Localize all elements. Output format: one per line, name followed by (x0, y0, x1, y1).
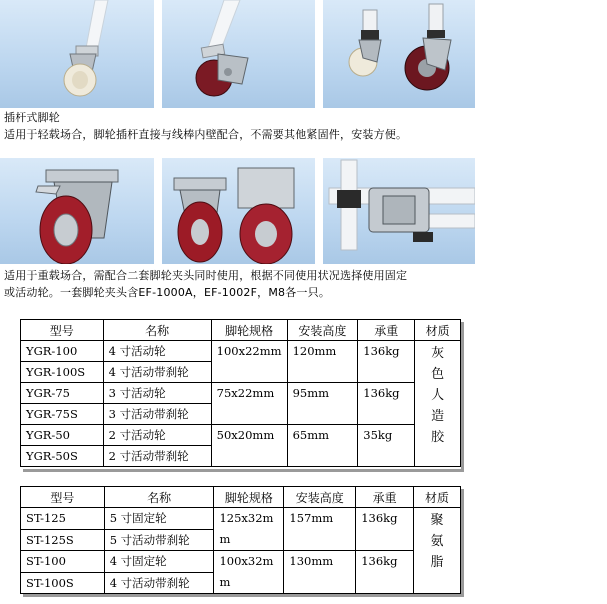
cell-material (414, 508, 461, 594)
header-load: 承重 (358, 320, 415, 341)
cell-spec: 75x22mm (211, 383, 287, 425)
cell-model: ST-125S (21, 529, 105, 551)
cell-spec (214, 508, 284, 551)
cell-model: YGR-75S (21, 404, 104, 425)
header-spec: 脚轮规格 (214, 487, 284, 508)
cell-model: ST-125 (21, 508, 105, 530)
material-char: 胶 (431, 430, 445, 445)
cell-name: 4 寸活动带刹轮 (103, 362, 211, 383)
cell-spec-line: m (219, 532, 231, 546)
red-fixed-caster-pair-icon (162, 158, 315, 264)
table-row (21, 425, 461, 446)
cell-load: 35kg (358, 425, 415, 467)
photo-stem-casters-pair (323, 0, 475, 108)
cell-spec: 50x20mm (211, 425, 287, 467)
cell-material (415, 341, 461, 467)
plate-caster-description-line-2: 或活动轮。一套脚轮夹头含EF-1000A，EF-1002F，M8各一只。 (4, 286, 331, 299)
cell-name: 5 寸固定轮 (104, 508, 214, 530)
table1-shadow-bottom (23, 469, 464, 472)
header-height: 安装高度 (284, 487, 356, 508)
cell-spec-line: 100x32m (219, 554, 274, 568)
cell-height: 157mm (284, 508, 356, 551)
cell-name: 3 寸活动轮 (103, 383, 211, 404)
cell-height: 95mm (287, 383, 358, 425)
header-name: 名称 (103, 320, 211, 341)
photo-swivel-brake-caster (0, 158, 154, 264)
cell-name: 4 寸活动轮 (103, 341, 211, 362)
stem-caster-pair-icon (323, 0, 475, 108)
material-char: 造 (431, 409, 445, 424)
red-swivel-brake-caster-icon (0, 158, 154, 264)
table-header-row (21, 320, 461, 341)
material-char: 脂 (430, 555, 444, 570)
material-char: 色 (431, 367, 445, 382)
cell-name: 3 寸活动带刹轮 (103, 404, 211, 425)
material-char: 氨 (430, 534, 444, 549)
cell-model: ST-100S (21, 572, 105, 594)
pipe-clamp-frame-icon (323, 158, 475, 264)
table2-shadow-bottom (23, 594, 464, 597)
header-height: 安装高度 (287, 320, 358, 341)
cell-load: 136kg (356, 508, 414, 551)
table-row (21, 508, 461, 530)
header-model: 型号 (21, 487, 105, 508)
header-material: 材质 (415, 320, 461, 341)
material-char: 灰 (431, 346, 445, 361)
table-row (21, 383, 461, 404)
material-char: 聚 (430, 513, 444, 528)
cell-spec: 100x22mm (211, 341, 287, 383)
cell-name: 2 寸活动带刹轮 (103, 446, 211, 467)
photo-fixed-casters (162, 158, 315, 264)
cell-load: 136kg (358, 383, 415, 425)
spec-table-rubber (20, 319, 461, 467)
stem-caster-title: 插杆式脚轮 (4, 111, 60, 124)
cell-spec-line: m (219, 575, 231, 589)
spec-table-polyurethane (20, 486, 461, 594)
cell-model: ST-100 (21, 551, 105, 573)
table-header-row (21, 487, 461, 508)
table2-shadow-right (461, 489, 464, 597)
cell-model: YGR-100 (21, 341, 104, 362)
photo-stem-caster-white (0, 0, 154, 108)
cell-height: 65mm (287, 425, 358, 467)
header-model: 型号 (21, 320, 104, 341)
header-material: 材质 (414, 487, 461, 508)
white-stem-caster-icon (0, 0, 154, 108)
cell-model: YGR-50S (21, 446, 104, 467)
cell-name: 4 寸活动带刹轮 (104, 572, 214, 594)
red-stem-caster-icon (162, 0, 315, 108)
plate-caster-description-line-1: 适用于重载场合，需配合二套脚轮夹头同时使用，根据不同使用状况选择使用固定 (4, 269, 408, 282)
cell-model: YGR-75 (21, 383, 104, 404)
cell-model: YGR-50 (21, 425, 104, 446)
cell-load: 136kg (356, 551, 414, 594)
photo-stem-caster-red (162, 0, 315, 108)
cell-load: 136kg (358, 341, 415, 383)
cell-spec-line: 125x32m (219, 511, 274, 525)
cell-height: 130mm (284, 551, 356, 594)
cell-name: 2 寸活动轮 (103, 425, 211, 446)
stem-caster-description: 适用于轻载场合，脚轮插杆直接与线棒内壁配合，不需要其他紧固件，安装方便。 (4, 128, 408, 141)
header-load: 承重 (356, 487, 414, 508)
cell-spec (214, 551, 284, 594)
material-char: 人 (431, 388, 445, 403)
cell-name: 5 寸活动带刹轮 (104, 529, 214, 551)
photo-caster-clamp-frame (323, 158, 475, 264)
table-row (21, 341, 461, 362)
cell-name: 4 寸固定轮 (104, 551, 214, 573)
header-spec: 脚轮规格 (211, 320, 287, 341)
cell-model: YGR-100S (21, 362, 104, 383)
table1-shadow-right (461, 322, 464, 472)
header-name: 名称 (104, 487, 214, 508)
cell-height: 120mm (287, 341, 358, 383)
table-row (21, 551, 461, 573)
